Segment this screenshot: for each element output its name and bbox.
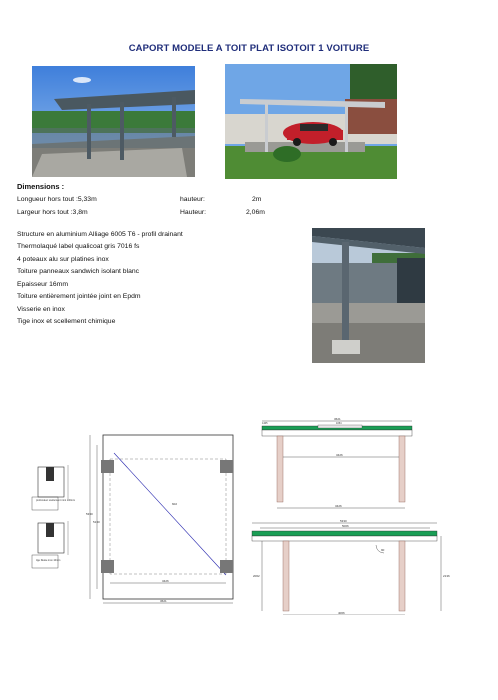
dim-height2-value: 2,06m [246,209,265,216]
dim-height2-label: Hauteur: [180,209,207,216]
anchor-detail-2 [32,521,68,568]
anchor-detail-1 [32,465,75,510]
spec-line: Structure en aluminium Alliage 6005 T6 - profil drainant [17,231,183,238]
front-beam-label: 1054 [336,422,342,425]
plan-depth-label: 5330 [86,512,93,516]
side-inner-label: 5006 [342,524,349,528]
dim-width-label: Largeur hors tout :3,8m [17,209,88,216]
side-elevation [252,519,450,615]
dim-length-label: Longueur hors tout :5,33m [17,196,97,203]
dim-height-label: hauteur: [180,196,205,203]
detail1-label: profondeur scellement mini 100mm [36,499,76,502]
side-right-label: 2136 [443,574,450,578]
technical-drawing [0,405,498,615]
page-title: CAPORT MODELE A TOIT PLAT ISOTOIT 1 VOITURE [128,43,370,54]
side-bottom-label: 4066 [338,611,345,615]
front-left-label: 1405 [262,422,268,425]
side-width-label: 5330 [340,519,347,523]
plan-depth-inner-label: 5130 [93,520,100,524]
spec-line: Toiture entièrement jointée joint en Epdm [17,293,141,300]
plan-diag-label: 602 [172,502,178,506]
spec-line: 4 poteaux alu sur platines inox [17,256,109,263]
dimensions-heading: Dimensions : [17,182,65,191]
photo-carport-with-car [225,64,397,179]
plan-width-label: 3621 [160,599,167,603]
photo-post-detail [312,228,425,363]
spec-line: Epaisseur 16mm [17,281,68,288]
spec-line: Thermolaqué label qualicoat gris 7016 fs [17,243,140,250]
front-elevation [262,417,412,508]
detail2-label: tige filetée inox 10mm [36,559,61,562]
plan-inner-width-label: 3426 [162,579,169,583]
front-width-label: 3621 [334,417,341,421]
side-angle-label: 90 [381,548,385,552]
spec-line: Tige inox et scellement chimique [17,318,116,325]
dim-height-value: 2m [252,196,262,203]
front-inner-label: 3426 [336,453,343,457]
spec-line: Visserie en inox [17,306,65,313]
front-bottom-label: 3426 [335,504,342,508]
plan-view [86,435,233,603]
photo-carport-concrete [32,66,195,177]
spec-line: Toiture panneaux sandwich isolant blanc [17,268,140,275]
side-left-label: 2062 [253,574,260,578]
